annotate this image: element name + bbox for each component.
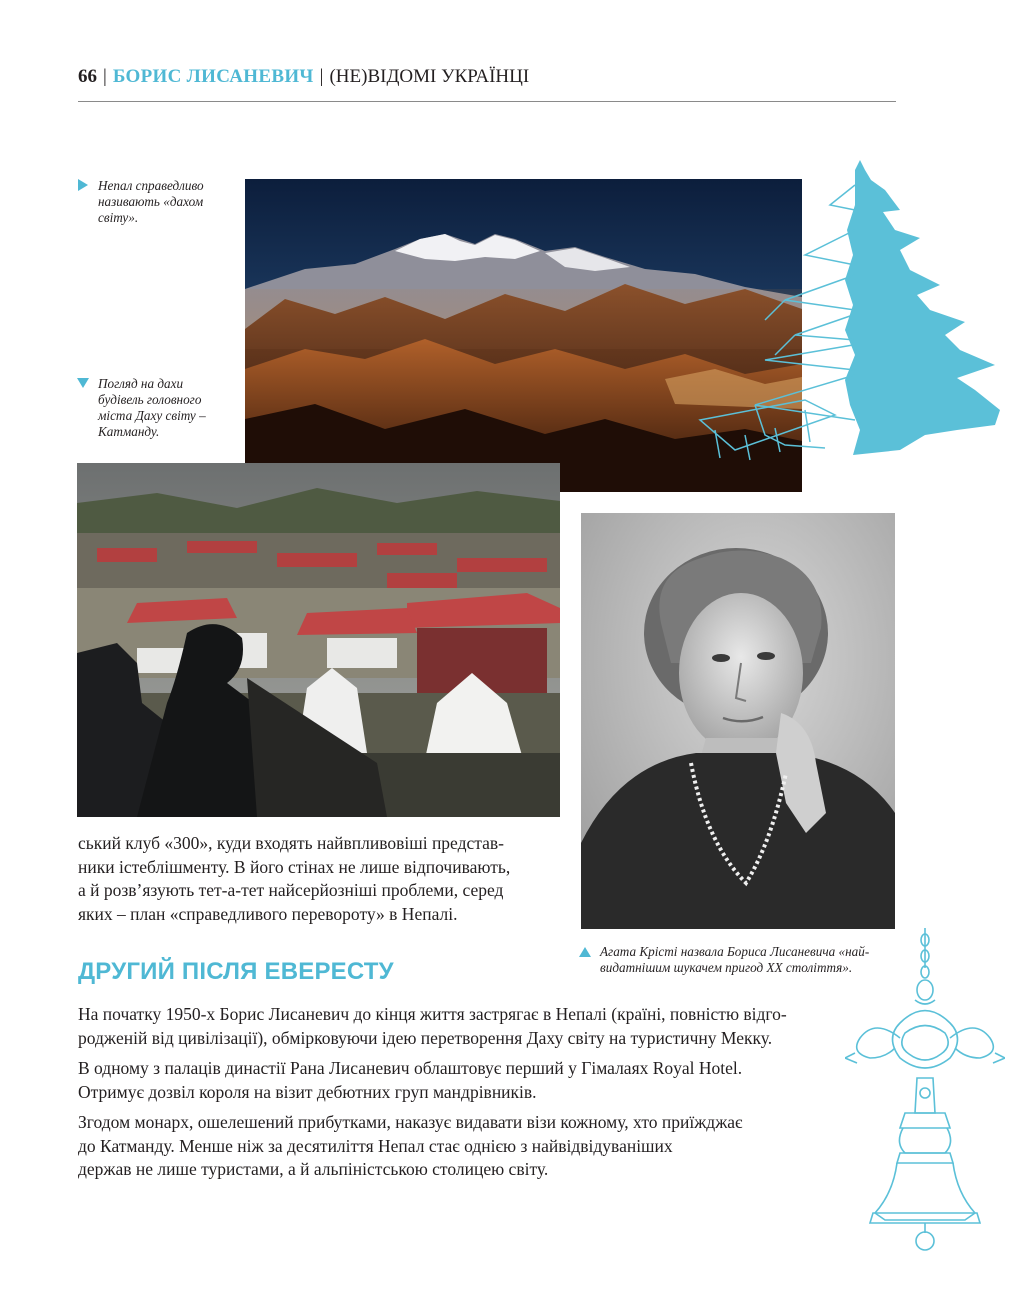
caption-kathmandu-line: міста Даху світу – <box>98 408 206 423</box>
page-number: 66 <box>78 66 97 87</box>
caption-arrow-right-icon <box>78 179 88 191</box>
caption-mountains-line: називають «дахом <box>98 194 204 209</box>
text-line: Згодом монарх, ошелешений прибутками, наказує видавати візи кожному, хто приїжджає <box>78 1112 743 1132</box>
text-line: а й розв’язують тет-а-тет найсерйозніші проблеми, серед <box>78 880 504 900</box>
header-rule <box>78 101 896 102</box>
paragraph-royal-hotel <box>78 1057 848 1104</box>
caption-christie-line: Агата Крісті назвала Бориса Лисаневича «най- <box>600 944 870 959</box>
text-line: роджeній від цивілізації), обмірковуючи ідею перетворення Даху світу на туристичну Мекку. <box>78 1027 773 1048</box>
caption-mountains-line: світу». <box>98 210 139 225</box>
caption-kathmandu <box>98 376 238 440</box>
section-heading: ДРУГИЙ ПІСЛЯ ЕВЕРЕСТУ <box>78 958 394 985</box>
header-separator: | <box>103 66 107 87</box>
caption-christie-line: видатнішим шукачем пригод XX століття». <box>600 960 853 975</box>
paragraph-visas <box>78 1111 848 1182</box>
text-line: яких – план «справедливого перевороту» в Непалі. <box>78 903 458 924</box>
pagoda-illustration-icon <box>695 160 1005 465</box>
header-separator-2: | <box>319 66 324 87</box>
caption-kathmandu-line: будівель головного <box>98 392 202 407</box>
caption-arrow-up-icon <box>579 947 591 957</box>
text-line: до Катманду. Менше ніж за десятиліття Непал стає однією з найвідвідуваніших <box>78 1135 673 1156</box>
paragraph-club-300 <box>78 832 558 926</box>
header-series: (НЕ)ВІДОМІ УКРАЇНЦІ <box>329 66 530 87</box>
caption-arrow-down-icon <box>77 378 89 388</box>
paragraph-early-1950s <box>78 1003 848 1050</box>
header-author: БОРИС ЛИСАНЕВИЧ <box>112 66 314 87</box>
text-line: В одному з палаців династії Рана Лисаневич облаштовує перший у Гімалаях Royal Hotel. <box>78 1058 743 1078</box>
text-line: держав не лише туристами, а й альпіністською столицею світу. <box>78 1159 549 1179</box>
caption-kathmandu-line: Катманду. <box>98 424 160 439</box>
caption-mountains-line: Непал справедливо <box>98 178 204 193</box>
text-line: На початку 1950-х Борис Лисаневич до кінця життя застрягає в Непалі (країні, повністю відго- <box>78 1004 787 1024</box>
text-line: ський клуб «300», куди входять найвпливовіші представ- <box>78 833 504 853</box>
running-header <box>78 66 529 88</box>
text-line: ники істеблішменту. В його стінах не лише відпочивають, <box>78 856 511 877</box>
caption-kathmandu-line: Погляд на дахи <box>98 376 184 391</box>
caption-mountains <box>98 178 238 226</box>
photo-kathmandu-rooftops <box>77 463 560 817</box>
text-line: Отримує дозвіл короля на візит дебютних груп мандрівників. <box>78 1081 537 1102</box>
photo-agatha-christie-portrait <box>581 513 895 929</box>
bell-illustration-icon <box>845 928 1005 1253</box>
